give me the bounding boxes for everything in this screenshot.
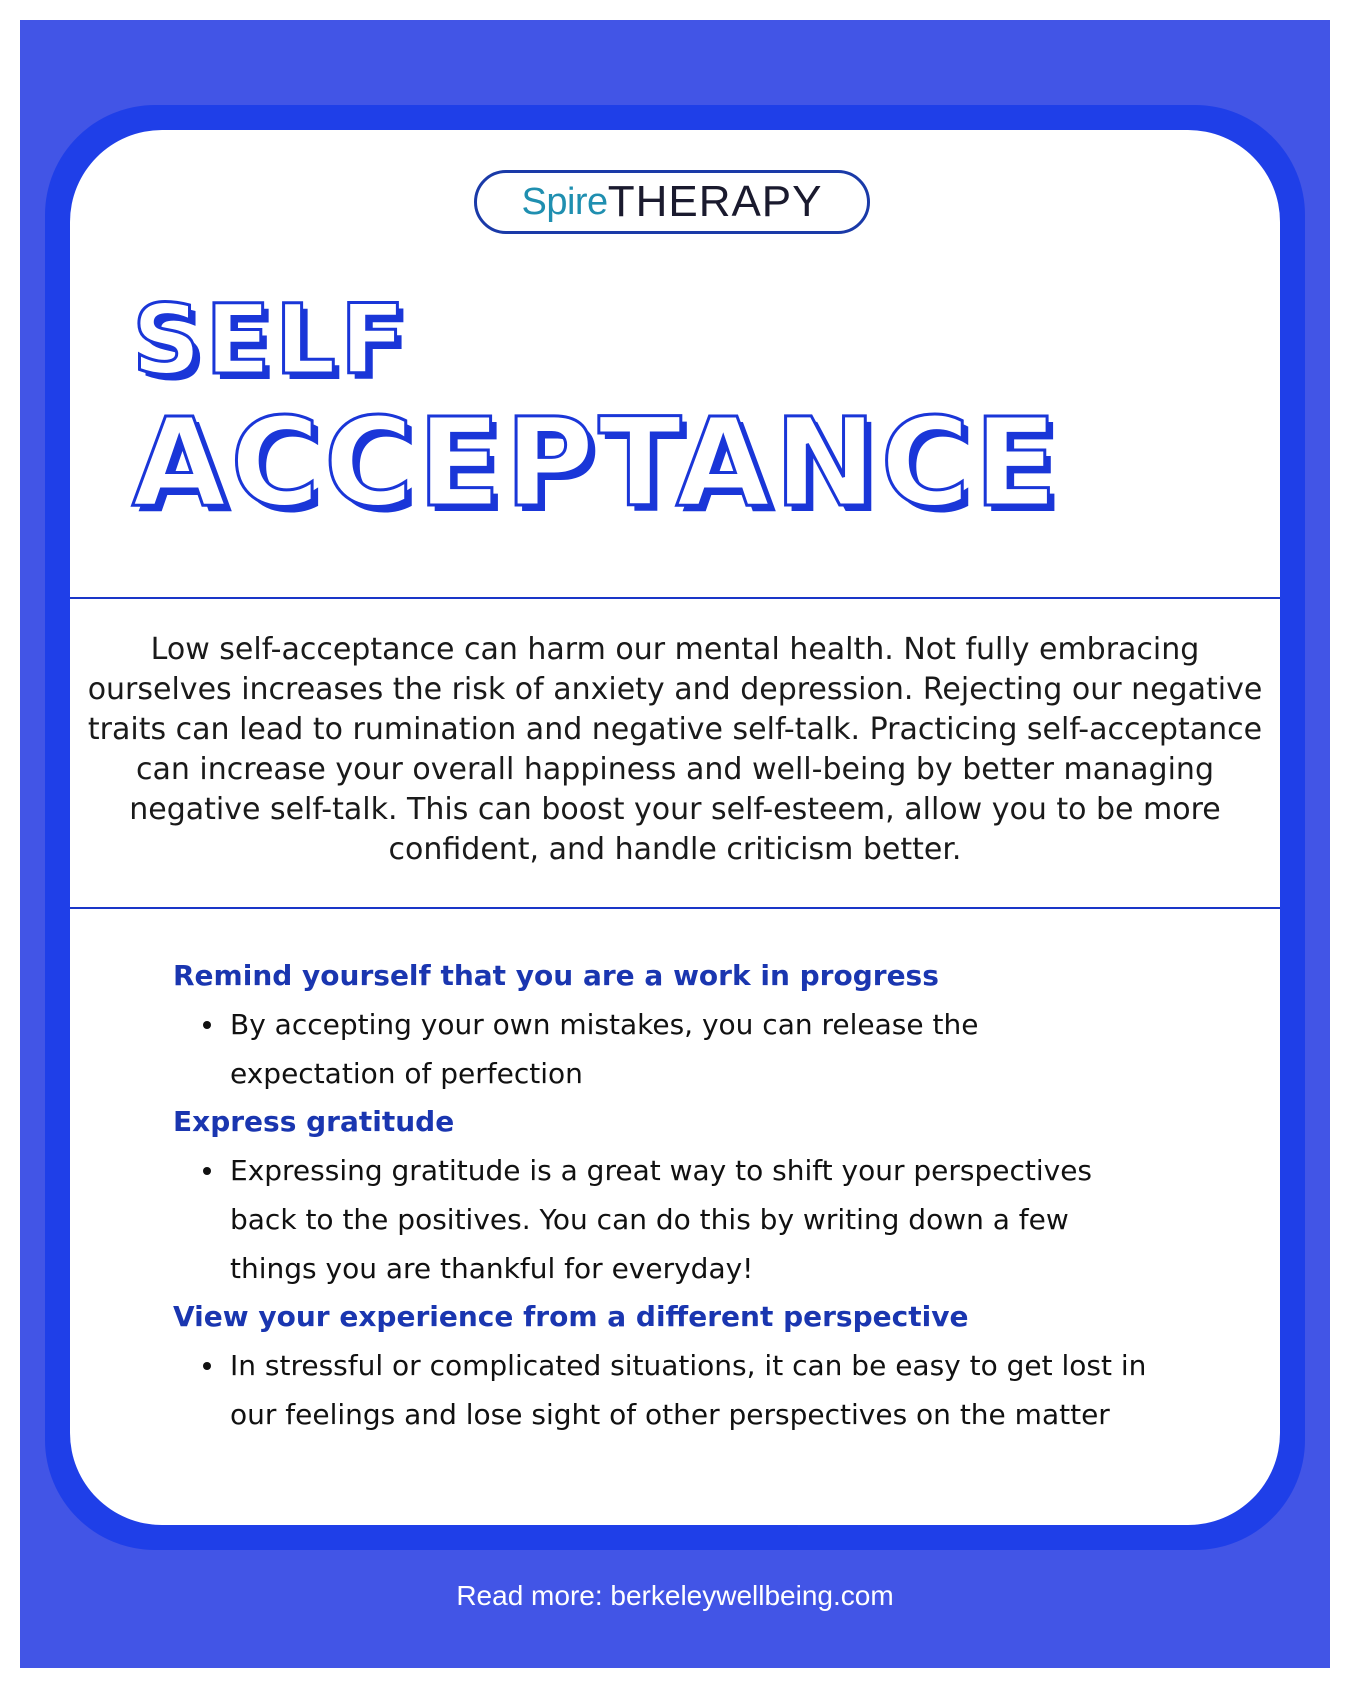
intro-paragraph: Low self-acceptance can harm our mental health. Not fully embracing ourselves increases the risk of anxiety and depression. Rejecting our negative traits can lead to rumination and negative self-talk. Practicing self-acceptance can increase your overall happiness and well-being by better managing negative self-talk. This can boost your self-esteem, allow you to be more confident, and handle criticism better. [87,632,1263,867]
tips-list [173,952,1173,1439]
tip-work-in-progress [173,952,1173,1098]
page-title-line-2: ACCEPTANCE [132,392,1062,534]
tip-bullet-list [173,1146,1173,1293]
tip-bullet: Expressing gratitude is a great way to shift your perspectives back to the positives. You can do this by writing down a few things you are thankful for everyday! [230,1146,1150,1293]
tip-bullet: By accepting your own mistakes, you can release the expectation of perfection [230,1000,1150,1098]
tip-bullet-list [173,1341,1173,1439]
tip-different-perspective [173,1293,1173,1439]
tip-heading: Express gratitude [173,1105,455,1138]
tip-bullet: In stressful or complicated situations, it can be easy to get lost in our feelings and lose sight of other perspectives on the matter [230,1341,1150,1439]
divider-bottom [70,907,1280,909]
logo-therapy-text: THERAPY [607,177,823,226]
tip-heading: View your experience from a different perspective [173,1300,969,1333]
spire-therapy-logo [474,170,870,234]
footer-read-more: Read more: berkeleywellbeing.com [456,1580,894,1611]
tip-bullet-list [173,1000,1173,1098]
tip-heading: Remind yourself that you are a work in progress [173,959,939,992]
page-title-line-1: SELF [132,284,410,396]
content-card [70,130,1280,1525]
tip-express-gratitude [173,1098,1173,1293]
logo-spire-text: Spire [521,180,608,223]
divider-top [70,597,1280,599]
